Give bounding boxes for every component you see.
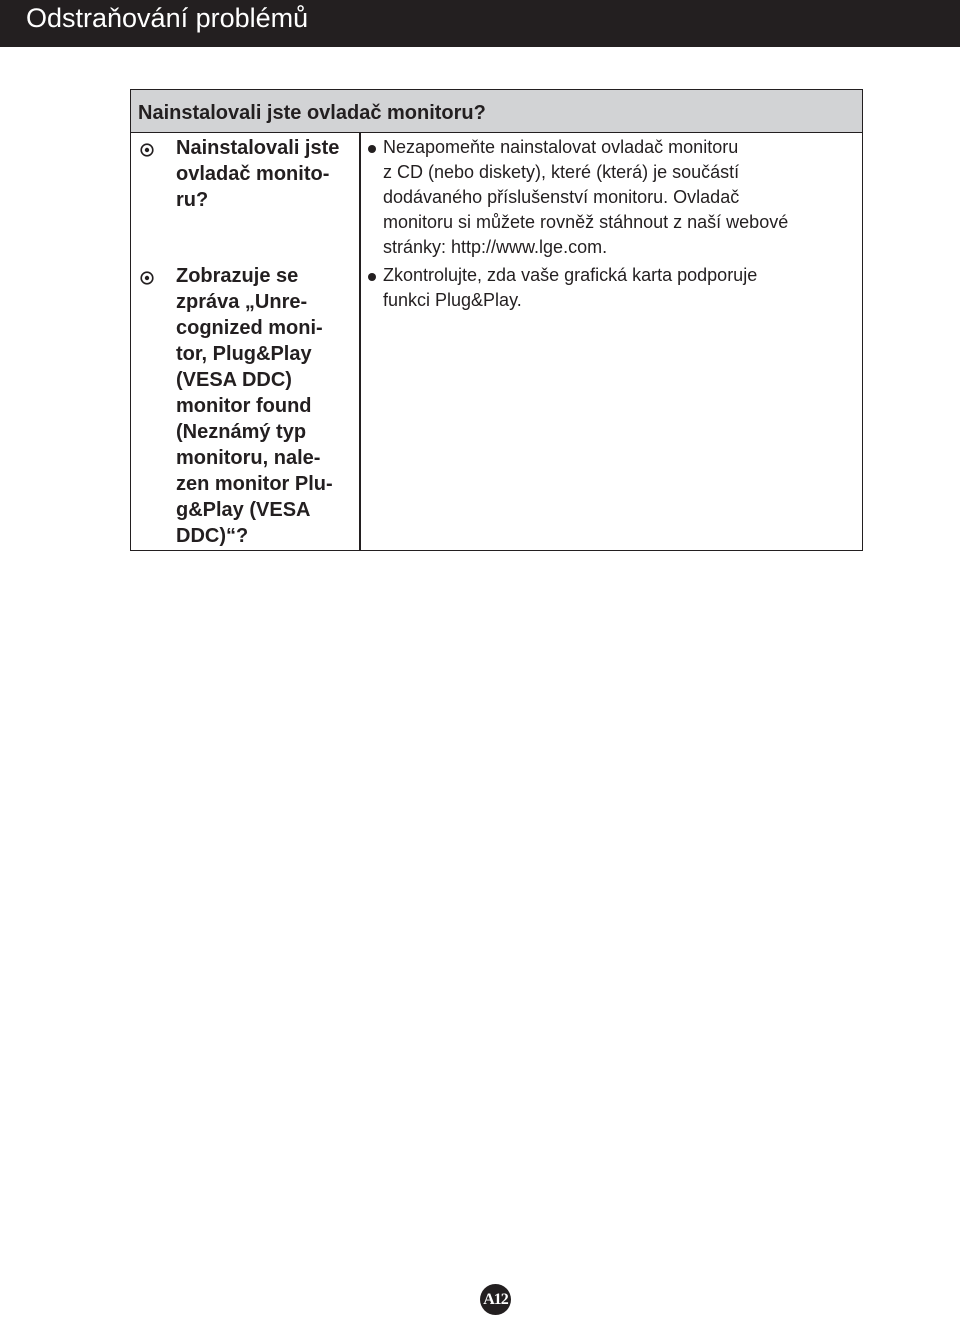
answer-line: monitoru si můžete rovněž stáhnout z naší webové (383, 212, 789, 232)
question-text (176, 135, 356, 213)
target-bullet-icon (140, 143, 154, 157)
page-number: A12 (483, 1291, 508, 1308)
troubleshooting-table (130, 89, 863, 551)
answer-text (383, 263, 861, 313)
answer-line: dodávaného příslušenství monitoru. Ovladač (383, 187, 740, 207)
question-line: (VESA DDC) (176, 369, 292, 391)
page-number-badge (480, 1284, 511, 1315)
answer-line: Nezapomeňte nainstalovat ovladač monitoru (383, 137, 739, 157)
answer-text (383, 135, 861, 260)
question-line: (Neznámý typ (176, 421, 307, 443)
answer-bullet (368, 145, 376, 153)
question-line: monitoru, nale- (176, 447, 321, 469)
table-heading (131, 90, 862, 133)
question-line: cognized moni- (176, 317, 323, 339)
table-heading-text: Nainstalovali jste ovladač monitoru? (138, 102, 486, 124)
answer-line: funkci Plug&Play. (383, 290, 522, 310)
answer-line: Zkontrolujte, zda vaše grafická karta podporuje (383, 265, 758, 285)
question-line: zpráva „Unre- (176, 291, 308, 313)
question-line: Zobrazuje se (176, 265, 299, 287)
answer-bullet (368, 273, 376, 281)
question-line: tor, Plug&Play (176, 343, 312, 365)
question-line: Nainstalovali jste (176, 137, 340, 159)
question-text (176, 263, 356, 549)
question-line: zen monitor Plu- (176, 473, 333, 495)
question-line: monitor found (176, 395, 312, 417)
question-line: g&Play (VESA (176, 499, 311, 521)
answer-line: stránky: http://www.lge.com. (383, 237, 608, 257)
target-bullet-icon (140, 271, 154, 285)
header-bar (0, 0, 960, 47)
column-divider (359, 133, 361, 550)
page-title: Odstraňování problémů (26, 3, 309, 33)
question-line: ru? (176, 189, 209, 211)
question-line: ovladač monito- (176, 163, 330, 185)
answer-line: z CD (nebo diskety), které (která) je součástí (383, 162, 740, 182)
question-line: DDC)“? (176, 525, 249, 547)
